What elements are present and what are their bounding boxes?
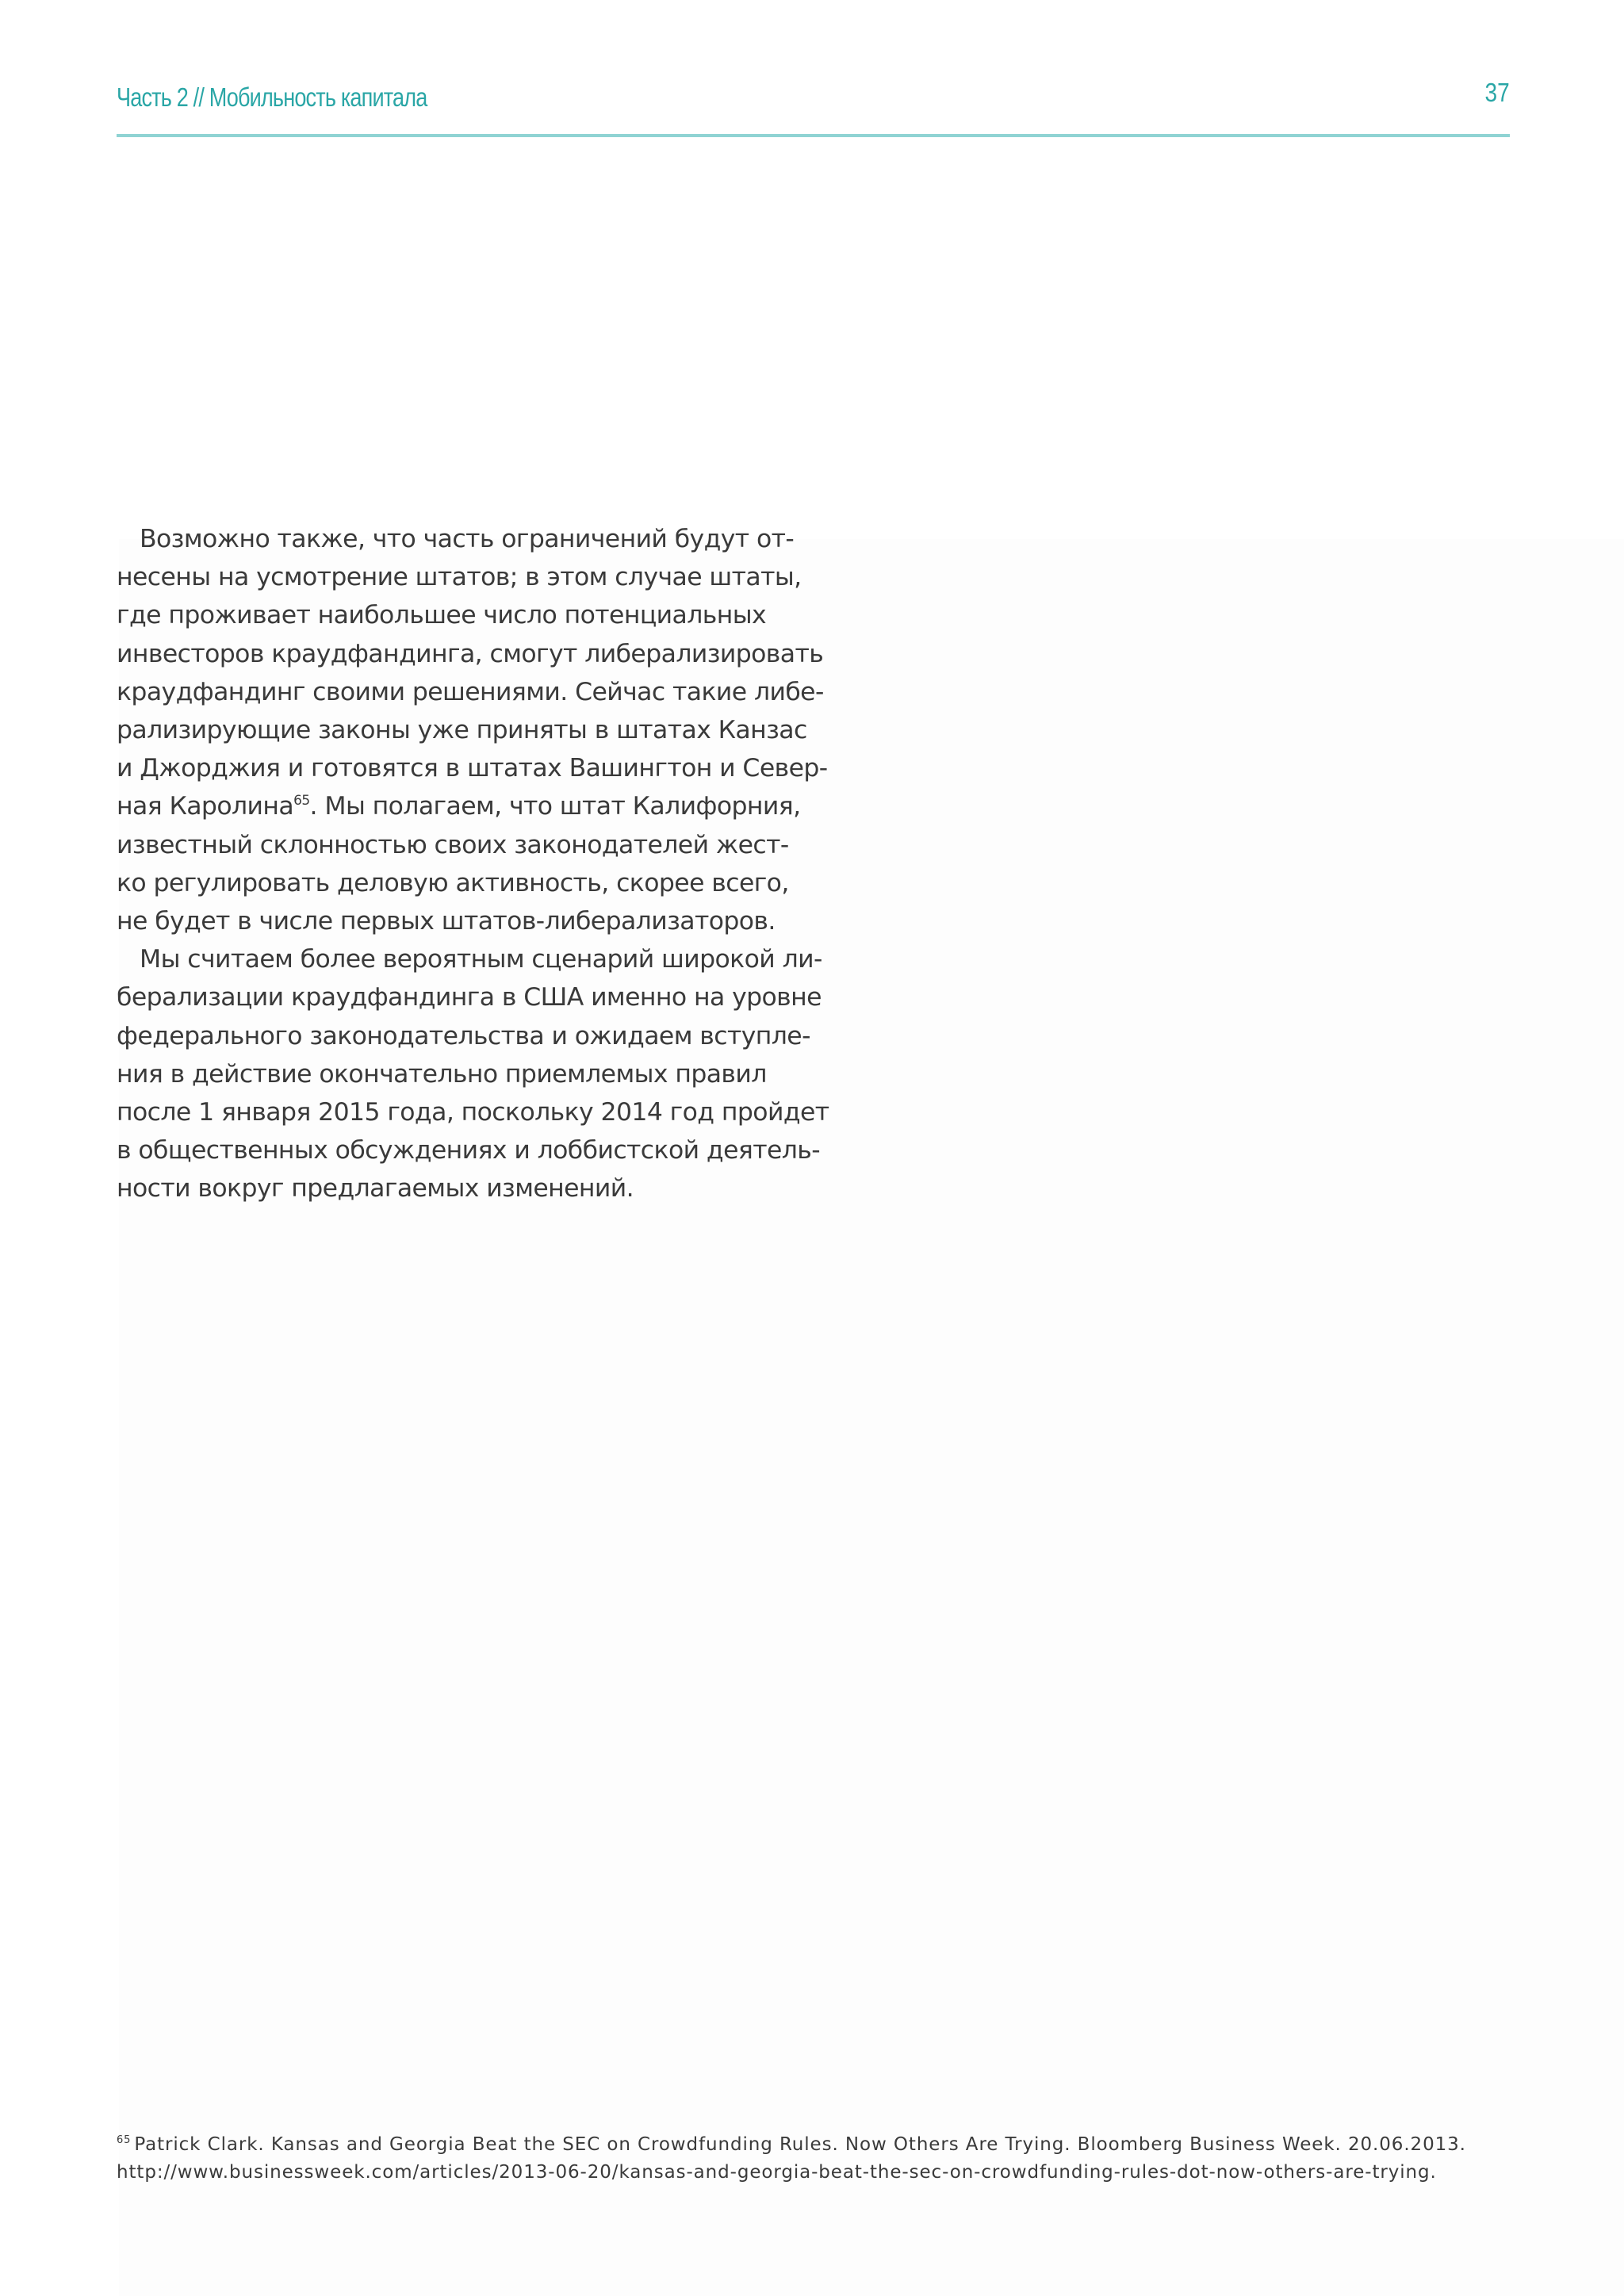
body-text [117,520,829,1208]
text-line: инвесторов краудфандинга, смогут либерализировать [117,639,824,668]
text-line: где проживает наибольшее число потенциальных [117,601,767,630]
footnote [117,2131,1544,2187]
text-line: после 1 января 2015 года, поскольку 2014 год пройдет [117,1098,829,1127]
text-line: федерального законодательства и ожидаем вступле- [117,1021,810,1050]
text-line: не будет в числе первых штатов-либерализаторов. [117,907,776,936]
text-line: известный склонностью своих законодателей жест- [117,830,789,859]
footnote-citation: Patrick Clark. Kansas and Georgia Beat the SEC on Crowdfunding Rules. Now Others Are Trying. Bloomberg Business Week. 20.06.2013. [134,2134,1466,2155]
footnote-reference[interactable]: 65 [293,793,310,809]
text-line: ния в действие окончательно приемлемых правил [117,1059,767,1089]
page-header [117,76,1510,140]
footnote-marker: 65 [117,2134,132,2146]
text-fragment: ная Каролина [117,792,294,821]
text-line: Возможно также, что часть ограничений будут от- [140,525,795,553]
text-line: рализирующие законы уже приняты в штатах Канзас [117,716,807,745]
header-divider [117,134,1510,137]
text-line: в общественных обсуждениях и лоббистской деятель- [117,1136,821,1165]
paragraph-1 [117,520,828,940]
text-line: краудфандинг своими решениями. Сейчас такие либе- [117,677,824,706]
paragraph-2 [117,940,829,1207]
text-line-with-footnote [117,787,814,825]
text-line: и Джорджия и готовятся в штатах Вашингтон и Север- [117,754,828,783]
text-line: берализации краудфандинга в США именно на уровне [117,983,822,1012]
text-line: Мы считаем более вероятным сценарий широкой ли- [140,945,822,974]
footnote-line [117,2131,1544,2159]
page-number: 37 [1484,78,1510,107]
text-line: несены на усмотрение штатов; в этом случае штаты, [117,563,802,592]
text-line: ности вокруг предлагаемых изменений. [117,1174,634,1203]
footnote-url[interactable]: http://www.businessweek.com/articles/2013-06-20/kansas-and-georgia-beat-the-sec-on-crowdfunding-rules-dot-now-others-are-trying. [117,2162,1437,2183]
text-line: ко регулировать деловую активность, скорее всего, [117,868,789,897]
text-fragment: . Мы полагаем, что штат Калифорния, [309,792,801,821]
section-title: Часть 2 // Мобильность капитала [117,82,427,112]
